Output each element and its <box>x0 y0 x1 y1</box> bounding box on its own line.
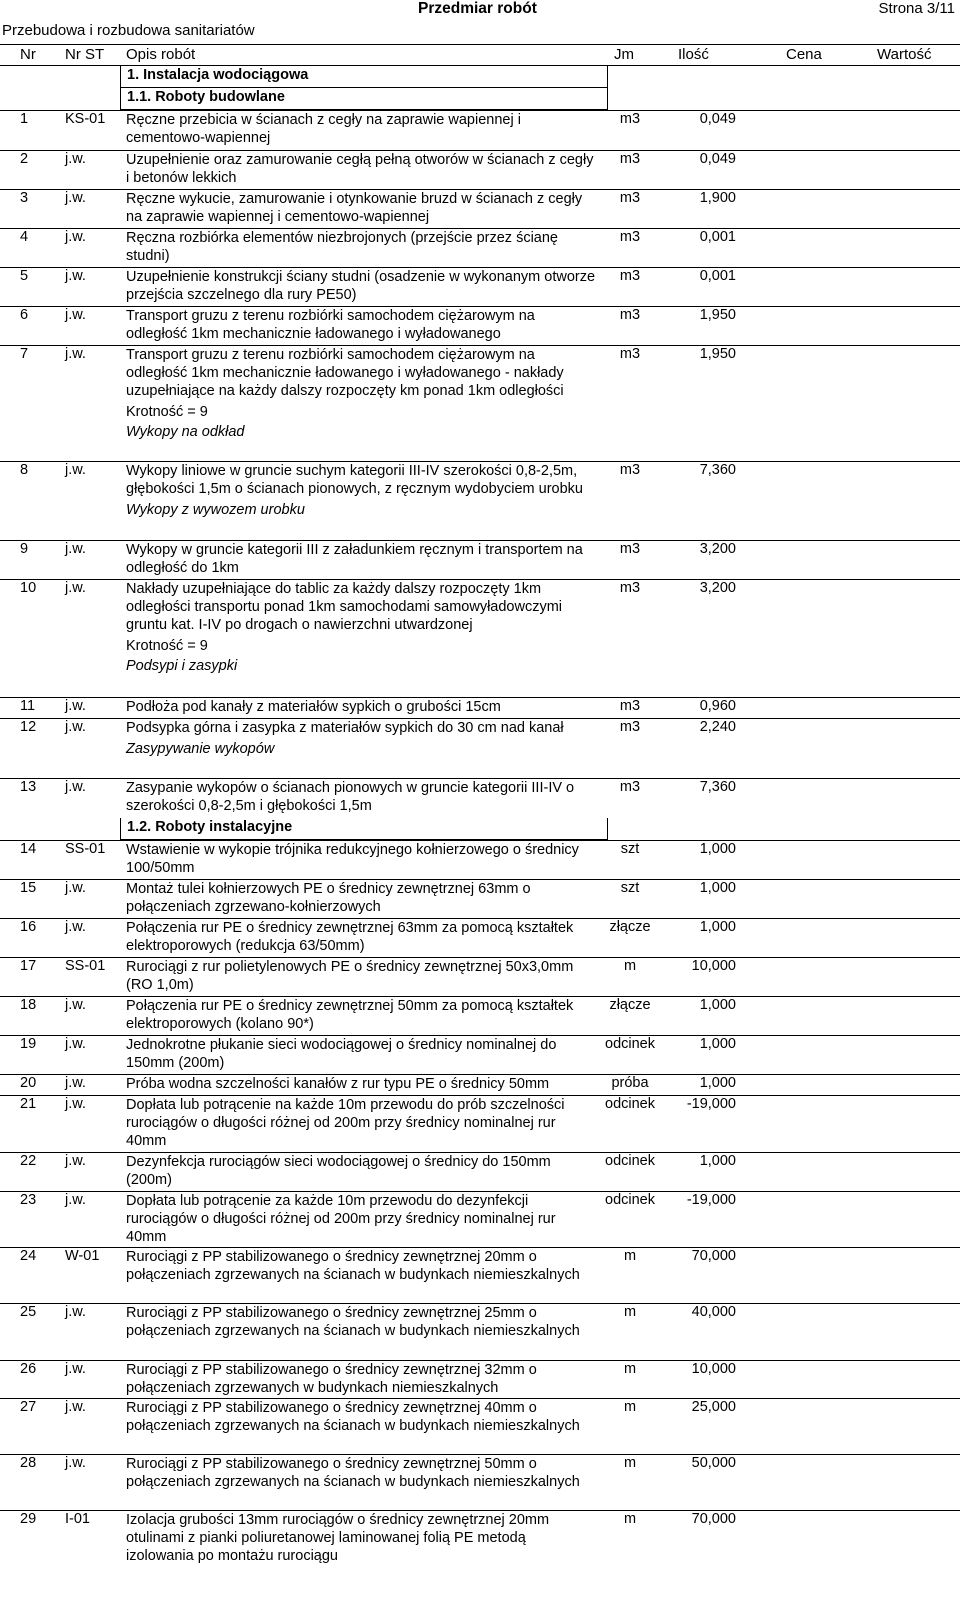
section-heading <box>120 818 608 840</box>
row-quantity: 1,000 <box>699 880 736 896</box>
row-description: Podsypka górna i zasypka z materiałów sypkich do 30 cm nad kanał <box>126 720 564 736</box>
row-quantity: 3,200 <box>699 541 736 557</box>
row-description: Rurociągi z PP stabilizowanego o średnicy zewnętrznej 50mm o połączeniach zgrzewanych na ścianach w budynkach niemieszkalnych <box>126 1456 580 1490</box>
row-number: 14 <box>20 841 37 857</box>
row-number: 25 <box>20 1304 37 1320</box>
row-quantity: 1,000 <box>699 841 736 857</box>
row-unit: odcinek <box>605 1153 655 1169</box>
row-quantity: 1,000 <box>699 919 736 935</box>
row-quantity: 40,000 <box>691 1304 736 1320</box>
row-spec-code: j.w. <box>65 1096 86 1112</box>
row-unit: m <box>623 1511 637 1527</box>
row-quantity: 7,360 <box>699 779 736 795</box>
row-spec-code: j.w. <box>65 580 86 596</box>
row-number: 19 <box>20 1036 37 1052</box>
section-heading <box>120 88 608 110</box>
row-number: 11 <box>20 698 36 714</box>
row-unit: m3 <box>619 580 641 596</box>
row-quantity: -19,000 <box>686 1192 736 1208</box>
row-quantity: 1,950 <box>699 307 736 323</box>
row-unit: m3 <box>619 307 641 323</box>
row-description: Rurociągi z PP stabilizowanego o średnicy zewnętrznej 20mm o połączeniach zgrzewanych na ścianach w budynkach niemieszkalnych <box>126 1249 580 1283</box>
row-number: 1 <box>20 111 29 127</box>
row-number: 20 <box>20 1075 37 1091</box>
row-spec-code: j.w. <box>65 1361 86 1377</box>
row-number: 29 <box>20 1511 37 1527</box>
subgroup-heading: Wykopy z wywozem urobku <box>126 502 305 518</box>
row-unit: m3 <box>619 268 641 284</box>
row-description: Rurociągi z rur polietylenowych PE o średnicy zewnętrznej 50x3,0mm (RO 1,0m) <box>126 959 574 993</box>
row-description: Rurociągi z PP stabilizowanego o średnicy zewnętrznej 25mm o połączeniach zgrzewanych na ścianach w budynkach niemieszkalnych <box>126 1305 580 1339</box>
row-description: Rurociągi z PP stabilizowanego o średnicy zewnętrznej 40mm o połączeniach zgrzewanych na ścianach w budynkach niemieszkalnych <box>126 1400 580 1434</box>
row-description: Dopłata lub potrącenie na każde 10m przewodu do prób szczelności rurociągów o długości różnej od 200m przy średnicy nominalnej rur 40mm <box>126 1097 565 1149</box>
row-number: 28 <box>20 1455 37 1471</box>
row-unit: m3 <box>619 190 641 206</box>
row-number: 4 <box>20 229 29 245</box>
row-spec-code: j.w. <box>65 462 86 478</box>
row-description: Dezynfekcja rurociągów sieci wodociągowej o średnicy do 150mm (200m) <box>126 1154 551 1188</box>
page-number: Strona 3/11 <box>878 0 955 17</box>
row-unit: złącze <box>609 997 651 1013</box>
row-unit: m3 <box>619 719 641 735</box>
row-quantity: 70,000 <box>691 1248 736 1264</box>
row-number: 12 <box>20 719 37 735</box>
row-number: 17 <box>20 958 37 974</box>
row-unit: m3 <box>619 111 641 127</box>
row-unit: m3 <box>619 698 641 714</box>
row-spec-code: j.w. <box>65 346 86 362</box>
row-number: 23 <box>20 1192 37 1208</box>
row-quantity: 1,900 <box>699 190 736 206</box>
row-unit: szt <box>620 880 640 896</box>
row-spec-code: j.w. <box>65 698 86 714</box>
row-quantity: 0,049 <box>699 111 736 127</box>
row-spec-code: j.w. <box>65 1153 86 1169</box>
row-quantity: 3,200 <box>699 580 736 596</box>
subgroup-heading: Zasypywanie wykopów <box>126 741 275 757</box>
row-spec-code: SS-01 <box>65 958 106 974</box>
column-wartosc: Wartość <box>877 46 932 63</box>
row-quantity: 10,000 <box>691 1361 736 1377</box>
row-description: Rurociągi z PP stabilizowanego o średnicy zewnętrznej 32mm o połączeniach zgrzewanych w budynkach niemieszkalnych <box>126 1362 537 1396</box>
row-quantity: 1,000 <box>699 997 736 1013</box>
row-unit: m <box>623 1455 637 1471</box>
row-description: Uzupełnienie konstrukcji ściany studni (osadzenie w wykonanym otworze przejścia szczelnego dla rury PE50) <box>126 269 596 303</box>
column-ilosc: Ilość <box>678 46 709 63</box>
row-spec-code: j.w. <box>65 997 86 1013</box>
row-number: 24 <box>20 1248 37 1264</box>
row-quantity: -19,000 <box>686 1096 736 1112</box>
row-number: 21 <box>20 1096 37 1112</box>
row-quantity: 25,000 <box>691 1399 736 1415</box>
row-unit: m3 <box>619 779 641 795</box>
section-title: 1.2. Roboty instalacyjne <box>127 819 293 835</box>
row-number: 6 <box>20 307 29 323</box>
row-unit: m <box>623 1304 637 1320</box>
row-description: Próba wodna szczelności kanałów z rur typu PE o średnicy 50mm <box>126 1076 550 1092</box>
row-spec-code: j.w. <box>65 779 86 795</box>
column-nr: Nr <box>20 46 36 63</box>
row-spec-code: j.w. <box>65 1192 86 1208</box>
column-nr-st: Nr ST <box>65 46 105 63</box>
row-unit: złącze <box>609 919 651 935</box>
row-spec-code: W-01 <box>65 1248 100 1264</box>
row-number: 13 <box>20 779 37 795</box>
row-quantity: 0,001 <box>699 268 736 284</box>
row-description: Transport gruzu z terenu rozbiórki samochodem ciężarowym na odległość 1km mechanicznie ładowanego i wyładowanego <box>126 308 535 342</box>
row-description: Transport gruzu z terenu rozbiórki samochodem ciężarowym na odległość 1km mechanicznie ładowanego i wyładowanego - nakłady uzupełniające na każdy dalszy rozpoczęty km ponad 1km odległości <box>126 347 564 399</box>
row-unit: m3 <box>619 229 641 245</box>
column-jm: Jm <box>614 46 634 63</box>
row-unit: m3 <box>619 151 641 167</box>
row-spec-code: j.w. <box>65 1455 86 1471</box>
row-spec-code: j.w. <box>65 1304 86 1320</box>
row-spec-code: j.w. <box>65 1036 86 1052</box>
row-quantity: 0,049 <box>699 151 736 167</box>
row-spec-code: KS-01 <box>65 111 106 127</box>
row-spec-code: j.w. <box>65 880 86 896</box>
row-number: 3 <box>20 190 29 206</box>
row-spec-code: j.w. <box>65 1399 86 1415</box>
row-number: 10 <box>20 580 37 596</box>
row-unit: m3 <box>619 462 641 478</box>
row-unit: m3 <box>619 346 641 362</box>
row-description: Dopłata lub potrącenie za każde 10m przewodu do dezynfekcji rurociągów o długości różnej od 200m przy średnicy nominalnej rur 40mm <box>126 1193 556 1245</box>
row-spec-code: SS-01 <box>65 841 106 857</box>
row-quantity: 0,960 <box>699 698 736 714</box>
row-description: Wykopy liniowe w gruncie suchym kategorii III-IV szerokości 0,8-2,5m, głębokości 1,5m o ścianach pionowych, z ręcznym wydobyciem urobku <box>126 463 583 497</box>
row-unit: m <box>623 958 637 974</box>
row-number: 5 <box>20 268 29 284</box>
row-quantity: 0,001 <box>699 229 736 245</box>
row-description: Jednokrotne płukanie sieci wodociągowej o średnicy nominalnej do 150mm (200m) <box>126 1037 557 1071</box>
row-unit: m3 <box>619 541 641 557</box>
column-opis: Opis robót <box>126 46 196 63</box>
row-spec-code: j.w. <box>65 268 86 284</box>
row-quantity: 1,000 <box>699 1036 736 1052</box>
row-quantity: 1,000 <box>699 1153 736 1169</box>
row-unit: m <box>623 1361 637 1377</box>
row-description: Zasypanie wykopów o ścianach pionowych w gruncie kategorii III-IV o szerokości 0,8-2,5m i głębokości 1,5m <box>126 780 575 814</box>
row-description: Wykopy w gruncie kategorii III z załadunkiem ręcznym i transportem na odległość do 1km <box>126 542 583 576</box>
project-title: Przebudowa i rozbudowa sanitariatów <box>2 22 255 39</box>
row-description: Połączenia rur PE o średnicy zewnętrznej 63mm za pomocą kształtek elektroporowych (redukcja 63/50mm) <box>126 920 574 954</box>
row-number: 2 <box>20 151 29 167</box>
row-multiplier: Krotność = 9 <box>126 404 208 420</box>
row-quantity: 2,240 <box>699 719 736 735</box>
row-spec-code: j.w. <box>65 719 86 735</box>
section-heading <box>120 66 608 88</box>
column-header <box>0 44 960 66</box>
row-unit: szt <box>620 841 640 857</box>
row-unit: odcinek <box>605 1192 655 1208</box>
row-spec-code: j.w. <box>65 229 86 245</box>
row-number: 16 <box>20 919 37 935</box>
row-unit: odcinek <box>605 1036 655 1052</box>
row-quantity: 1,000 <box>699 1075 736 1091</box>
row-description: Nakłady uzupełniające do tablic za każdy dalszy rozpoczęty 1km odległości transportu ponad 1km samochodami samowyładowczymi gruntu kat. I-IV po drogach o nawierzchni utwardzonej <box>126 581 563 633</box>
row-number: 7 <box>20 346 29 362</box>
row-unit: próba <box>611 1075 649 1091</box>
row-description: Izolacja grubości 13mm rurociągów o średnicy zewnętrznej 20mm otulinami z pianki poliuretanowej laminowanej folią PE metodą izolowania po montażu rurociągu <box>126 1512 550 1564</box>
document-title: Przedmiar robót <box>418 0 537 17</box>
row-spec-code: j.w. <box>65 151 86 167</box>
row-spec-code: j.w. <box>65 190 86 206</box>
row-description: Ręczna rozbiórka elementów niezbrojonych (przejście przez ścianę studni) <box>126 230 558 264</box>
row-description: Uzupełnienie oraz zamurowanie cegłą pełną otworów w ścianach z cegły i betonów lekkich <box>126 152 594 186</box>
section-title: 1. Instalacja wodociągowa <box>127 67 309 83</box>
row-number: 9 <box>20 541 29 557</box>
row-number: 15 <box>20 880 37 896</box>
row-number: 18 <box>20 997 37 1013</box>
section-title: 1.1. Roboty budowlane <box>127 89 285 105</box>
row-quantity: 50,000 <box>691 1455 736 1471</box>
row-spec-code: j.w. <box>65 307 86 323</box>
row-spec-code: I-01 <box>65 1511 90 1527</box>
row-quantity: 10,000 <box>691 958 736 974</box>
row-description: Połączenia rur PE o średnicy zewnętrznej 50mm za pomocą kształtek elektroporowych (kolano 90*) <box>126 998 574 1032</box>
row-description: Ręczne wykucie, zamurowanie i otynkowanie bruzd w ścianach z cegły na zaprawie wapiennej i cementowo-wapiennej <box>126 191 583 225</box>
row-unit: odcinek <box>605 1096 655 1112</box>
row-description: Podłoża pod kanały z materiałów sypkich o grubości 15cm <box>126 699 501 715</box>
row-spec-code: j.w. <box>65 1075 86 1091</box>
subgroup-heading: Podsypi i zasypki <box>126 658 238 674</box>
row-spec-code: j.w. <box>65 541 86 557</box>
row-quantity: 70,000 <box>691 1511 736 1527</box>
row-number: 22 <box>20 1153 37 1169</box>
page-header <box>0 0 960 44</box>
row-description: Ręczne przebicia w ścianach z cegły na zaprawie wapiennej i cementowo-wapiennej <box>126 112 521 146</box>
subgroup-heading: Wykopy na odkład <box>126 424 245 440</box>
row-quantity: 1,950 <box>699 346 736 362</box>
column-cena: Cena <box>786 46 822 63</box>
row-quantity: 7,360 <box>699 462 736 478</box>
row-number: 8 <box>20 462 29 478</box>
row-number: 27 <box>20 1399 37 1415</box>
row-multiplier: Krotność = 9 <box>126 638 208 654</box>
row-unit: m <box>623 1399 637 1415</box>
row-description: Wstawienie w wykopie trójnika redukcyjnego kołnierzowego o średnicy 100/50mm <box>126 842 579 876</box>
row-spec-code: j.w. <box>65 919 86 935</box>
row-unit: m <box>623 1248 637 1264</box>
row-description: Montaż tulei kołnierzowych PE o średnicy zewnętrznej 63mm o połączeniach zgrzewano-kołnierzowych <box>126 881 531 915</box>
row-number: 26 <box>20 1361 37 1377</box>
